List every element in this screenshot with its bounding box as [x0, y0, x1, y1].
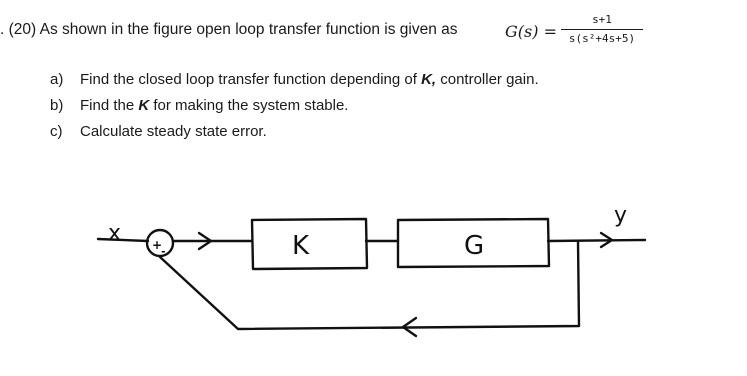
transfer-function-label: G(s) = — [505, 22, 557, 41]
summer-plus-sign: + — [152, 238, 163, 252]
part-a-before: Find the closed loop transfer function depending of — [80, 71, 422, 88]
question-text: . (20) As shown in the figure open loop transfer function is given as — [0, 21, 458, 38]
feedback-line — [160, 241, 579, 329]
part-b-bold: K — [138, 97, 150, 114]
part-b-before: Find the — [80, 97, 139, 114]
transfer-function-numerator: s+1 — [592, 13, 612, 26]
part-b-marker: b) — [50, 97, 64, 114]
block-k — [252, 219, 367, 269]
part-b-after: for making the system stable. — [149, 97, 349, 114]
output-label: y — [614, 203, 628, 228]
part-a-after: controller gain. — [436, 71, 539, 88]
block-g-label: G — [464, 231, 485, 261]
part-c-before: Calculate steady state error. — [80, 123, 267, 140]
part-c-marker: c) — [50, 123, 63, 140]
block-k-label: K — [292, 231, 310, 261]
transfer-function-denominator: s(s²+4s+5) — [568, 32, 636, 45]
part-a-marker: a) — [50, 71, 64, 88]
input-line — [98, 239, 148, 241]
output-line — [548, 240, 645, 241]
input-label: x — [108, 221, 122, 246]
part-a-bold: K, — [421, 71, 437, 88]
summer-minus-sign: - — [161, 245, 166, 258]
